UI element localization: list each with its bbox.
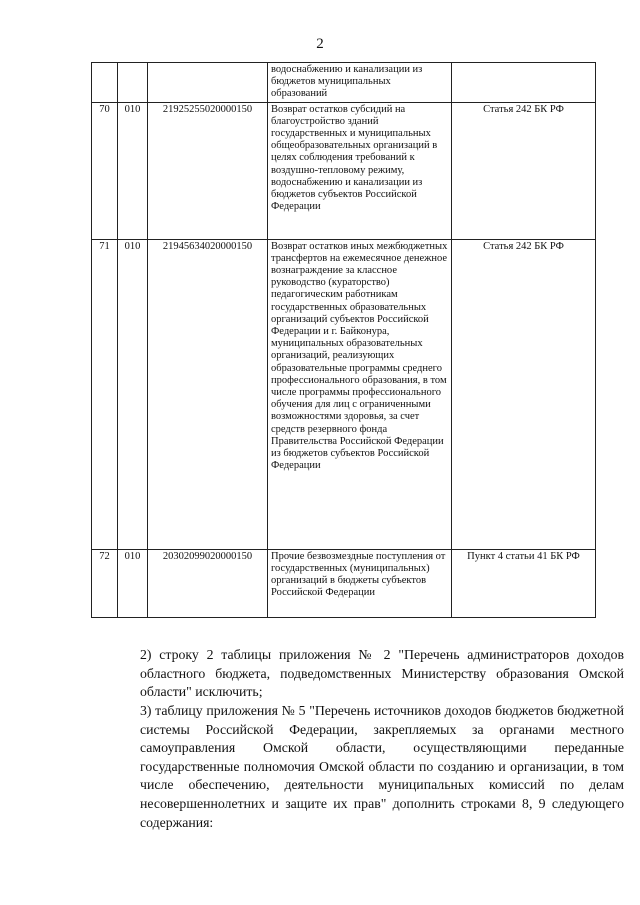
kbk-code-cell — [148, 63, 268, 103]
income-name-cell: Возврат остатков субсидий на благоустройство зданий государственных и муниципальных общеобразовательных организаций в целях соблюдения требований к воздушно-тепловому режиму, водоснабжению и канализации из бюджетов субъектов Российской Федерации — [268, 102, 452, 239]
row-number-cell: 71 — [92, 239, 118, 549]
row-number-cell: 70 — [92, 102, 118, 239]
legal-basis-cell — [452, 63, 596, 103]
admin-code-cell: 010 — [118, 102, 148, 239]
income-name-cell: Прочие безвозмездные поступления от государственных (муниципальных) организаций в бюджеты субъектов Российской Федерации — [268, 549, 452, 617]
admin-code-cell — [118, 63, 148, 103]
income-name-cell: водоснабжению и канализации из бюджетов муниципальных образований — [268, 63, 452, 103]
legal-basis-cell: Статья 242 БК РФ — [452, 239, 596, 549]
legal-basis-cell: Статья 242 БК РФ — [452, 102, 596, 239]
income-name-cell: Возврат остатков иных межбюджетных трансфертов на ежемесячное денежное вознаграждение за классное руководство (кураторство) педагогическим работникам государственных образовательных организаций субъектов Российской Федерации и г. Байконура, муниципальных образовательных организаций, реализующих образовательные программы среднего профессионального образования, в том числе программы профессионального обучения для лиц с ограниченными возможностями здоровья, за счет средств резервного фонда Правительства Российской Федерации из бюджетов субъектов Российской Федерации — [268, 239, 452, 549]
table-row — [92, 63, 596, 103]
table-row — [92, 102, 596, 239]
row-number-cell: 72 — [92, 549, 118, 617]
table-row — [92, 549, 596, 617]
legal-basis-cell: Пункт 4 статьи 41 БК РФ — [452, 549, 596, 617]
paragraph-item-2: 2) строку 2 таблицы приложения № 2 "Перечень администраторов доходов областного бюджета, подведомственных Министерству образования Омской области" исключить; — [140, 647, 624, 700]
admin-code-cell: 010 — [118, 239, 148, 549]
kbk-code-cell: 21925255020000150 — [148, 102, 268, 239]
table-row — [92, 239, 596, 549]
paragraph-item-3: 3) таблицу приложения № 5 "Перечень источников доходов бюджетов бюджетной системы Российской Федерации, закрепляемых за органами местного самоуправления Омской области, осуществляющими переданные государственные полномочия Омской области по созданию и организации, в том числе обеспечению, деятельности муниципальных комиссий по делам несовершеннолетних и защите их прав" дополнить строками 8, 9 следующего содержания: — [140, 703, 624, 830]
kbk-code-cell: 21945634020000150 — [148, 239, 268, 549]
kbk-code-cell: 20302099020000150 — [148, 549, 268, 617]
admin-code-cell: 010 — [118, 549, 148, 617]
income-sources-table — [91, 62, 596, 618]
row-number-cell — [92, 63, 118, 103]
page-number: 2 — [316, 36, 324, 52]
